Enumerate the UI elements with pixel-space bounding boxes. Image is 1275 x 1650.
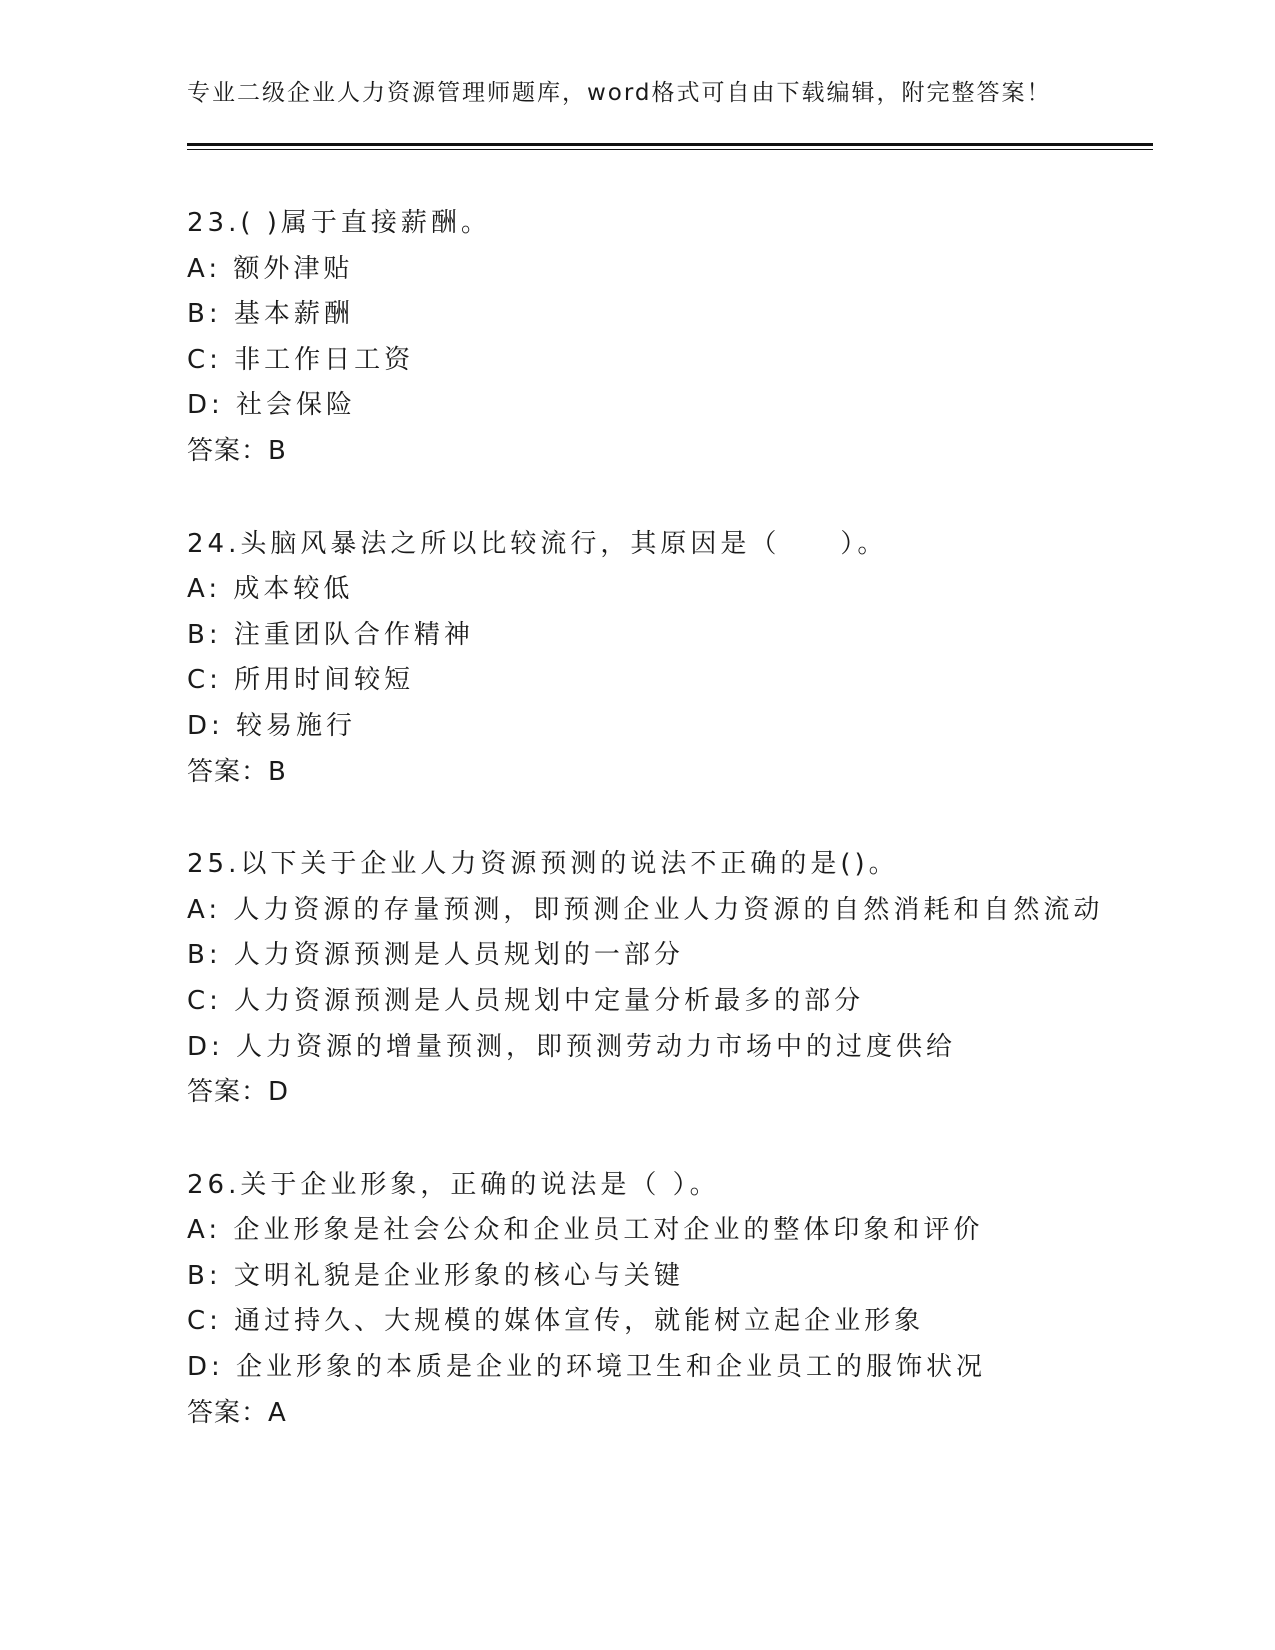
option-b: B: 注重团队合作精神 [187,619,474,650]
answer: 答案：A [187,1397,287,1428]
option-a: A: 额外津贴 [187,253,354,284]
option-d: D: 人力资源的增量预测，即预测劳动力市场中的过度供给 [187,1031,957,1062]
header-divider [187,143,1153,146]
option-d: D: 较易施行 [187,710,357,741]
question-stem: 23.( )属于直接薪酬。 [187,208,491,238]
option-b: B: 文明礼貌是企业形象的核心与关键 [187,1260,684,1291]
answer: 答案：B [187,756,287,787]
answer: 答案：D [187,1077,290,1108]
answer: 答案：B [187,435,287,466]
option-c: C: 非工作日工资 [187,344,415,375]
question-25 [187,842,1153,1116]
page-header: 专业二级企业人力资源管理师题库，word格式可自由下载编辑，附完整答案！ [187,80,1052,106]
question-stem: 25.以下关于企业人力资源预测的说法不正确的是()。 [187,849,899,880]
option-a: A: 成本较低 [187,574,354,605]
option-c: C: 人力资源预测是人员规划中定量分析最多的部分 [187,985,865,1016]
question-list [187,201,1153,1483]
option-b: B: 基本薪酬 [187,299,354,330]
option-a: A: 企业形象是社会公众和企业员工对企业的整体印象和评价 [187,1215,984,1246]
option-a: A: 人力资源的存量预测，即预测企业人力资源的自然消耗和自然流动 [187,894,1104,925]
question-stem: 26.关于企业形象，正确的说法是（ ）。 [187,1169,720,1200]
question-23 [187,201,1153,475]
option-c: C: 通过持久、大规模的媒体宣传，就能树立起企业形象 [187,1306,925,1337]
question-26 [187,1163,1153,1437]
question-stem: 24.头脑风暴法之所以比较流行，其原因是（ ）。 [187,528,888,559]
question-24 [187,522,1153,796]
option-d: D: 社会保险 [187,390,357,421]
option-c: C: 所用时间较短 [187,665,415,696]
option-d: D: 企业形象的本质是企业的环境卫生和企业员工的服饰状况 [187,1352,987,1383]
header-divider-thin [187,149,1153,150]
option-b: B: 人力资源预测是人员规划的一部分 [187,940,684,971]
